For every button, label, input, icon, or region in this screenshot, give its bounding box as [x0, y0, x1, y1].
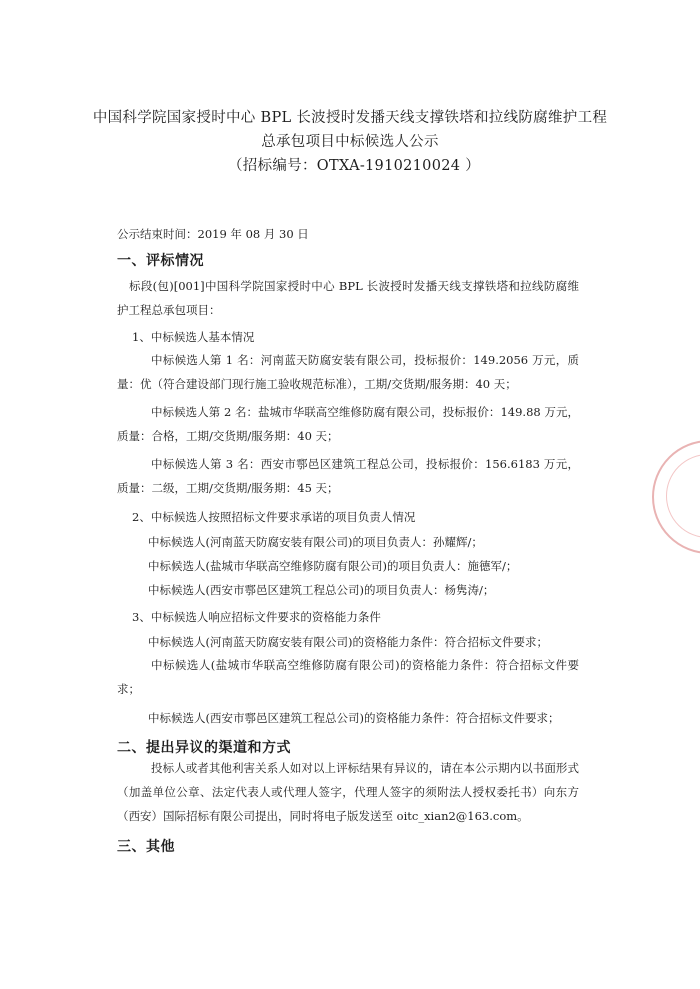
- candidate-2-info: 中标候选人第 2 名：盐城市华联高空维修防腐有限公司，投标报价：149.88 万元，质量：合格，工期/交货期/服务期：40 天；: [117, 405, 579, 443]
- subsection-1-title: 1、中标候选人基本情况: [132, 330, 255, 344]
- qualification-3: 中标候选人(西安市鄠邑区建筑工程总公司)的资格能力条件：符合招标文件要求；: [148, 711, 560, 725]
- section-2-body: 投标人或者其他利害关系人如对以上评标结果有异议的，请在本公示期内以书面形式（加盖单位公章、法定代表人或代理人签字，代理人签字的须附法人授权委托书）向东方（西安）国际招标有限公司提出，同时将电子版发送至 oitc_xian2@163.com。: [117, 761, 579, 823]
- document-subtitle: 总承包项目中标候选人公示: [261, 134, 439, 150]
- subsection-3-title: 3、中标候选人响应招标文件要求的资格能力条件: [132, 610, 381, 624]
- red-seal-stamp: [652, 440, 700, 554]
- title-block: [0, 106, 700, 178]
- subsection-2-title: 2、中标候选人按照招标文件要求承诺的项目负责人情况: [132, 510, 416, 524]
- document-title: 中国科学院国家授时中心 BPL 长波授时发播天线支撑铁塔和拉线防腐维护工程: [92, 110, 608, 126]
- candidate-1-info: 中标候选人第 1 名：河南蓝天防腐安装有限公司，投标报价：149.2056 万元，质量：优（符合建设部门现行施工验收规范标准），工期/交货期/服务期：40 天；: [117, 353, 579, 391]
- red-seal-inner-ring: [666, 454, 700, 538]
- notice-end-time: 公示结束时间：2019 年 08 月 30 日: [117, 227, 309, 241]
- candidate-3-info: 中标候选人第 3 名：西安市鄠邑区建筑工程总公司，投标报价：156.6183 万元，质量：二级，工期/交货期/服务期：45 天；: [117, 457, 579, 495]
- manager-2: 中标候选人(盐城市华联高空维修防腐有限公司)的项目负责人：施德军/；: [148, 559, 518, 573]
- manager-1: 中标候选人(河南蓝天防腐安装有限公司)的项目负责人：孙耀辉/；: [148, 535, 483, 549]
- section-1-heading: 一、评标情况: [117, 253, 204, 269]
- manager-3: 中标候选人(西安市鄠邑区建筑工程总公司)的项目负责人：杨隽涛/；: [148, 583, 495, 597]
- section-1-intro: 标段(包)[001]中国科学院国家授时中心 BPL 长波授时发播天线支撑铁塔和拉线防腐维护工程总承包项目：: [117, 279, 579, 317]
- qualification-2: 中标候选人(盐城市华联高空维修防腐有限公司)的资格能力条件：符合招标文件要求；: [117, 658, 579, 696]
- section-2-heading: 二、提出异议的渠道和方式: [117, 740, 291, 756]
- tender-number: （招标编号：OTXA-1910210024 ）: [228, 158, 480, 174]
- qualification-1: 中标候选人(河南蓝天防腐安装有限公司)的资格能力条件：符合招标文件要求；: [148, 635, 548, 649]
- section-3-heading: 三、其他: [117, 839, 175, 855]
